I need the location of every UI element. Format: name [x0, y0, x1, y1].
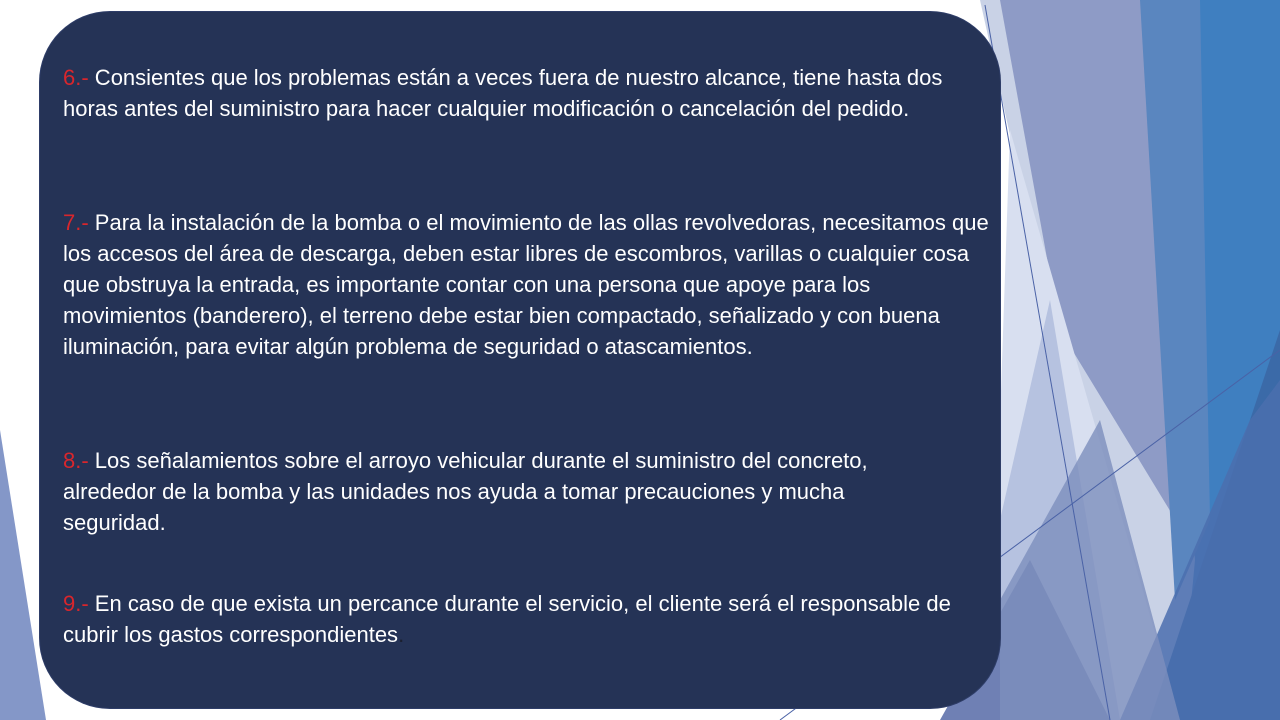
- item-6: [63, 62, 993, 124]
- item-text: Para la instalación de la bomba o el movimiento de las ollas revolvedoras, necesitamos que los accesos del área de descarga, deben estar libres de escombros, varillas o cualquier cosa que obstruya la entrada, es importante contar con una persona que apoye para los movimientos (banderero), el terreno debe estar bien compactado, señalizado y con buena iluminación, para evitar algún problema de seguridad o atascamientos.: [63, 210, 989, 359]
- item-text: En caso de que exista un percance durante el servicio, el cliente será el responsable de cubrir los gastos correspondientes: [63, 591, 951, 647]
- item-number: 9.-: [63, 591, 89, 616]
- item-trailing-period: .: [398, 622, 405, 647]
- item-7: [63, 207, 993, 362]
- item-8: [63, 445, 953, 538]
- item-number: 8.-: [63, 448, 89, 473]
- item-number: 6.-: [63, 65, 89, 90]
- item-number: 7.-: [63, 210, 89, 235]
- item-text: Los señalamientos sobre el arroyo vehicular durante el suministro del concreto, alrededor de la bomba y las unidades nos ayuda a tomar precauciones y mucha seguridad.: [63, 448, 868, 535]
- item-9: [63, 588, 993, 650]
- item-text: Consientes que los problemas están a veces fuera de nuestro alcance, tiene hasta dos horas antes del suministro para hacer cualquier modificación o cancelación del pedido.: [63, 65, 943, 121]
